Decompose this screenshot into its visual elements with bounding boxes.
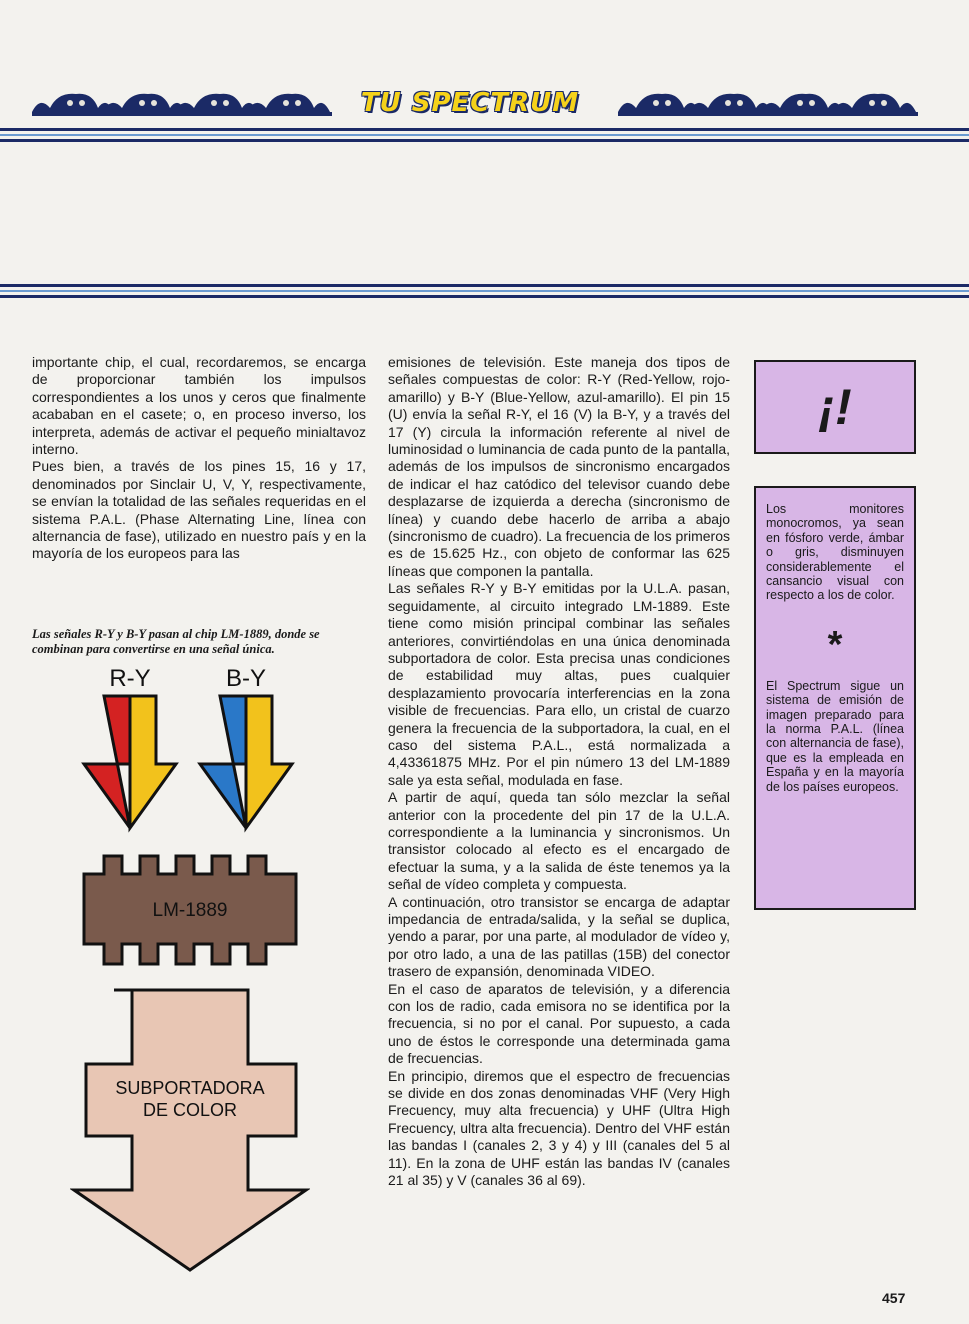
- header-rule-1: [0, 128, 969, 131]
- header-rule-3: [0, 139, 969, 142]
- sidebar-exclamation-box: ¡!: [754, 360, 916, 454]
- middle-column: [388, 354, 730, 1190]
- figure-caption: Las señales R-Y y B-Y pasan al chip LM-1889, donde se combinan para convertirse en una señal única.: [32, 627, 320, 656]
- sidebar-separator: *: [827, 623, 843, 666]
- middle-paragraph-2: Las señales R-Y y B-Y emitidas por la U.L.A. pasan, seguidamente, al circuito integrado LM-1889. Este tiene como misión principal combinar las señales anteriores, convirtiéndolas en una única denominada subportadora de color. Esta precisa unas condiciones de estabilidad muy altas, pues cualquier desplazamiento provocaría interferencias en la zona visible de frecuencias. Para ello, un cristal de cuarzo genera la frecuencia de la subportadora, la cual, en el caso del sistema P.A.L., está normalizada a 4,43361875 MHz. Por el pin número 13 del LM-1889 sale ya esta señal, modulada en fase.: [388, 580, 730, 788]
- output-arrow: [74, 990, 306, 1270]
- header-right-ornament: [618, 86, 918, 120]
- middle-paragraph-3: A partir de aquí, queda tan sólo mezclar la señal anterior con la procedente del pin 17 de la U.L.A. correspondiente a la luminancia y sincronismos. Un transistor colocado al efecto es el encargado de efectuar la suma, y a la salida de éste tenemos ya la señal de vídeo completa y compuesta.: [388, 789, 730, 893]
- middle-paragraph-4: A continuación, otro transistor se encarga de adaptar impedancia de entrada/salida, y la señal se duplica, yendo a parar, por una parte, al modulador de vídeo y, por otro lado, a una de las patillas (15B) del conector trasero de expansión, denominada VIDEO.: [388, 893, 730, 980]
- sidebar-note-pal: El Spectrum sigue un sistema de emisión de imagen preparado para la norma P.A.L. (línea con alternancia de fase), que es la empleada en España y en la mayoría de los países europeos.: [766, 678, 904, 794]
- label-ry: R-Y: [109, 665, 151, 692]
- ry-arrow: [84, 696, 176, 828]
- signal-diagram: [70, 660, 310, 1285]
- magazine-section-title: TU SPECTRUM: [360, 88, 580, 118]
- page-number: 457: [882, 1290, 906, 1306]
- output-label-1: SUBPORTADORA: [115, 1078, 265, 1098]
- left-paragraph-1: importante chip, el cual, recordaremos, se encarga de proporcionar también los impulsos correspondientes a los unos y ceros que finalmente acababan en el casete; o, en proceso inverso, los interpreta, además de activar el pequeño minialtavoz interno.: [32, 354, 366, 458]
- show-through-text: [615, 184, 915, 199]
- chip-label: LM-1889: [152, 900, 228, 921]
- divider-rule-1: [0, 284, 969, 287]
- sidebar-note-monitors: Los monitores monocromos, ya sean en fósforo verde, ámbar o gris, disminuyen considerablemente el cansancio visual con respecto a los de color.: [766, 502, 904, 603]
- left-paragraph-2: Pues bien, a través de los pines 15, 16 y 17, denominados por Sinclair U, V, Y, respectivamente, se envían la totalidad de las señales requeridas en el sistema P.A.L. (Phase Alternating Line, línea con alternancia de fase), utilizado en nuestro país y en la mayoría de los europeos para las: [32, 458, 366, 562]
- divider-rule-2: [0, 290, 969, 292]
- left-column: [32, 354, 366, 563]
- header-left-ornament: [32, 86, 332, 120]
- middle-paragraph-5: En el caso de aparatos de televisión, y a diferencia con los de radio, cada emisora no se identifica por la frecuencia, si no por el canal. Por supuesto, a cada uno de éstos le corresponde una determinada gama de frecuencias.: [388, 980, 730, 1067]
- divider-rule-3: [0, 295, 969, 298]
- sidebar-notes-box: [754, 486, 916, 910]
- label-by: B-Y: [225, 665, 267, 692]
- output-label-2: DE COLOR: [142, 1100, 238, 1120]
- by-arrow: [200, 696, 292, 828]
- middle-paragraph-1: emisiones de televisión. Este maneja dos tipos de señales compuestas de color: R-Y (Red-Yellow, rojo-amarillo) y B-Y (Blue-Yellow, azul-amarillo). El pin 15 (U) envía la señal R-Y, el 16 (V) la B-Y, y a través del 17 (Y) circula la información referente al nivel de luminosidad o luminancia de cada punto de la pantalla, además de los impulsos de sincronismo encargados de indicar el haz catódico del televisor cuando debe desplazarse de izquierda a derecha (sincronismo de línea) y cuando debe hacerlo de arriba a abajo (sincronismo de cuadro). La frecuencia de los primeros es de 15.625 Hz., con objeto de conformar las 625 líneas que componen la pantalla.: [388, 354, 730, 579]
- header-rule-2: [0, 134, 969, 136]
- middle-paragraph-6: En principio, diremos que el espectro de frecuencias se divide en dos zonas denominadas VHF (Very High Frecuency, muy alta frecuencia) y UHF (Ultra High Frecuency, ultra alta frecuencia). Dentro del VHF están las bandas I (canales 2, 3 y 4) y III (canales del 5 al 11). En la zona de UHF están las bandas IV (canales 21 al 35) y V (canales 36 al 69).: [388, 1067, 730, 1189]
